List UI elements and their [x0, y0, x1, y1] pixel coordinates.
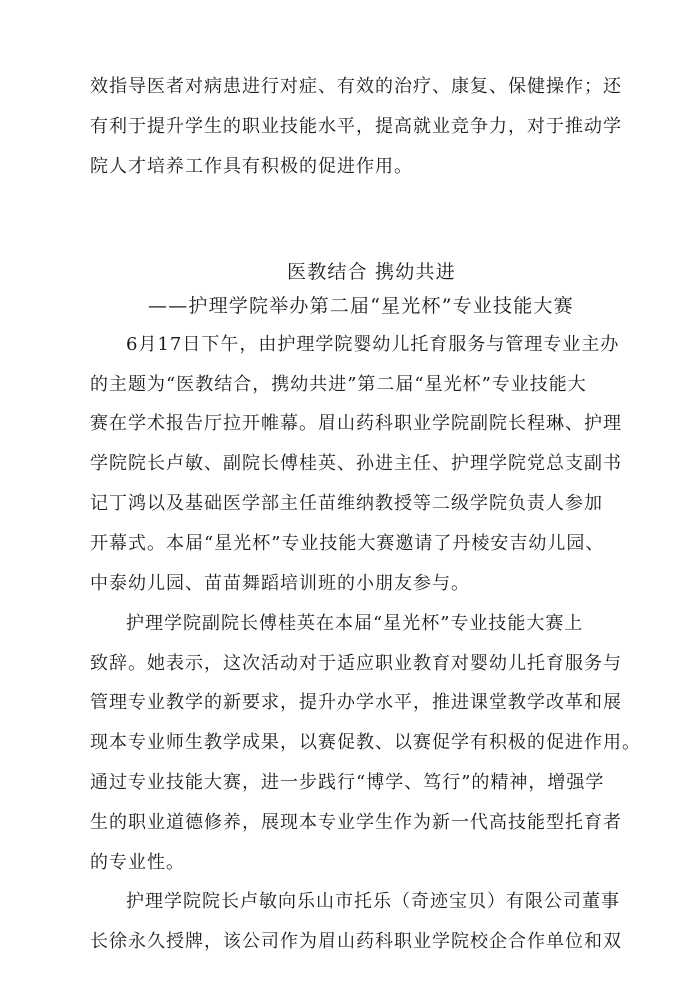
intro-line-3: 院人才培养工作具有积极的促进作用。	[90, 156, 413, 177]
p2-line-6: 生的职业道德修养，展现本专业学生作为新一代高技能型托育者	[90, 812, 622, 833]
p2-line-7: 的专业性。	[90, 852, 185, 873]
p1-line-4: 学院院长卢敏、副院长傅桂英、孙进主任、护理学院党总支副书	[90, 453, 622, 474]
p2-line-3: 管理专业教学的新要求，提升办学水平，推进课堂教学改革和展	[90, 692, 622, 713]
p2-line-2: 致辞。她表示，这次活动对于适应职业教育对婴幼儿托育服务与	[90, 653, 622, 674]
p1-line-2: 的主题为“医教结合，携幼共进”第二届“星光杯”专业技能大	[90, 374, 587, 395]
p3-line-2: 长徐永久授牌，该公司作为眉山药科职业学院校企合作单位和双	[90, 931, 622, 952]
article-subtitle: ——护理学院举办第二届“星光杯”专业技能大赛	[148, 295, 574, 317]
p3-line-1: 护理学院院长卢敏向乐山市托乐（奇迹宝贝）有限公司董事	[126, 891, 620, 912]
p1-line-7: 中泰幼儿园、苗苗舞蹈培训班的小朋友参与。	[90, 573, 470, 594]
p2-line-5: 通过专业技能大赛，进一步践行“博学、笃行”的精神，增强学	[90, 772, 605, 793]
p1-line-1: 6月17日下午，由护理学院婴幼儿托育服务与管理专业主办	[126, 334, 620, 355]
p2-line-4: 现本专业师生教学成果，以赛促教、以赛促学有积极的促进作用。	[90, 732, 641, 753]
intro-line-1: 效指导医者对病患进行对症、有效的治疗、康复、保健操作；还	[90, 76, 622, 97]
p2-line-1: 护理学院副院长傅桂英在本届“星光杯”专业技能大赛上	[126, 613, 584, 634]
article-title: 医教结合 携幼共进	[287, 261, 456, 283]
p1-line-6: 开幕式。本届“星光杯”专业技能大赛邀请了丹棱安吉幼儿园、	[90, 533, 605, 554]
p1-line-5: 记丁鸿以及基础医学部主任苗维纳教授等二级学院负责人参加	[90, 493, 603, 514]
intro-line-2: 有利于提升学生的职业技能水平，提高就业竞争力，对于推动学	[90, 116, 622, 137]
p1-line-3: 赛在学术报告厅拉开帷幕。眉山药科职业学院副院长程琳、护理	[90, 413, 622, 434]
